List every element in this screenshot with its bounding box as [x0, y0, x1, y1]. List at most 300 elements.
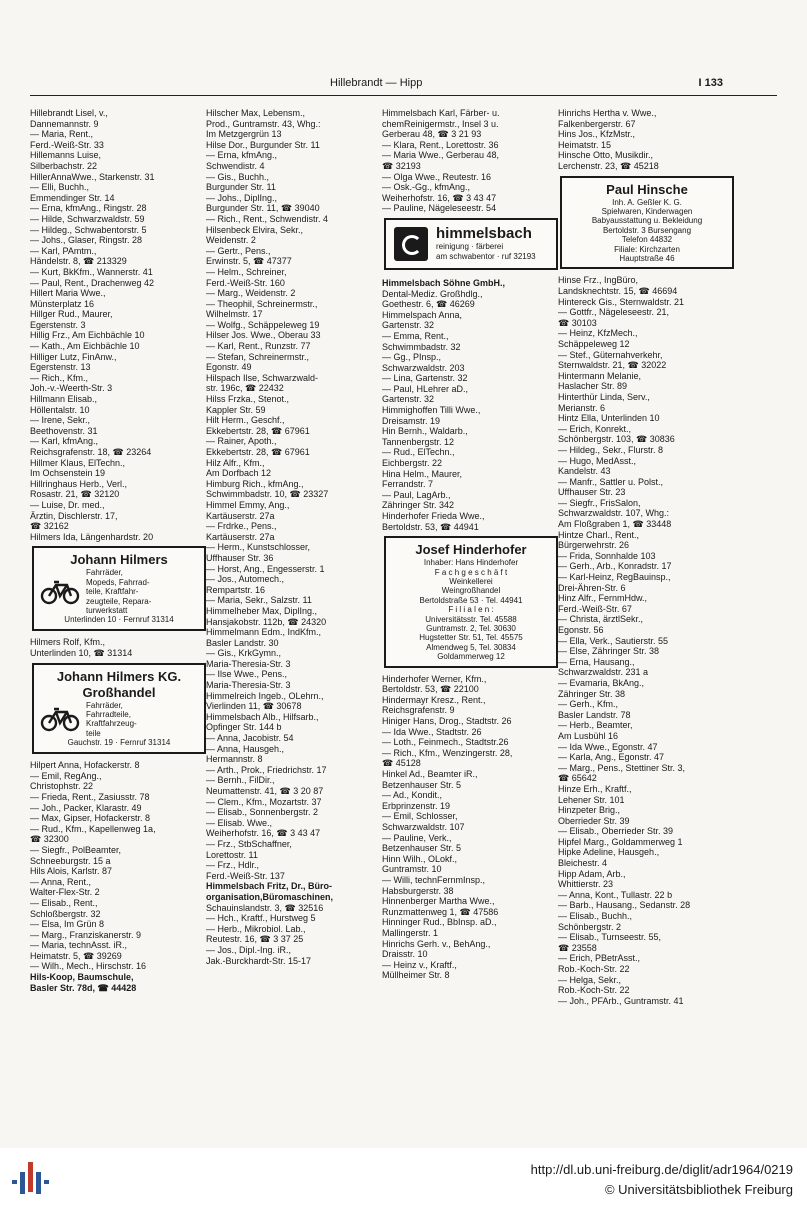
directory-entry: — Max, Gipser, Hofackerstr. 8: [30, 813, 151, 824]
directory-entry: Unterlinden 10, ☎ 31314: [30, 647, 133, 658]
directory-entry: Himburg Rich., kfmAng.,: [206, 478, 304, 489]
directory-entry: Drei-Ähren-Str. 6: [558, 582, 626, 593]
directory-entry: Ekkebertstr. 28, ☎ 67961: [206, 425, 310, 436]
directory-entry: Müllheimer Str. 8: [382, 970, 450, 981]
directory-entry: Heimatstr. 15: [558, 139, 612, 150]
directory-entry: Hilmers Rolf, Kfm.,: [30, 637, 106, 648]
directory-entry: Münsterplatz 16: [30, 298, 95, 309]
directory-entry: Bertoldstr. 53, ☎ 22100: [382, 684, 479, 695]
directory-entry: — Stefan, Schreinermstr.,: [206, 351, 310, 362]
ad-line: Almendweg 5, Tel. 30834: [426, 642, 516, 652]
directory-entry: Im Metzgergrün 13: [206, 129, 282, 140]
directory-entry: Schönbergstr. 103, ☎ 30836: [558, 434, 675, 445]
directory-entry: Christophstr. 22: [30, 781, 94, 792]
directory-entry: Hilspach Ilse, Schwarzwald-: [206, 372, 319, 383]
ad-line: Fahrräder,: [86, 700, 123, 710]
bicycle-icon: [40, 579, 80, 605]
directory-entry: Hermannstr. 8: [206, 754, 263, 765]
directory-entry: Himmelspach Anna,: [382, 309, 463, 320]
directory-entry: Neumattenstr. 41, ☎ 3 20 87: [206, 786, 324, 796]
directory-entry: — Gg., PInsp.,: [382, 352, 442, 363]
directory-entry: Bertoldstr. 53, ☎ 44941: [382, 521, 479, 532]
directory-entry: — Joh., Packer, Klarastr. 49: [30, 802, 142, 813]
directory-entry: Hipp Adam, Arb.,: [558, 868, 626, 879]
directory-entry: — Helga, Sekr.,: [558, 974, 622, 985]
directory-entry: Egerstenstr. 3: [30, 319, 86, 330]
directory-entry: — Elisab., Buchh.,: [558, 911, 633, 922]
directory-entry: — Elli, Buchh.,: [30, 182, 90, 193]
directory-entry: — Elisab., Turnseestr. 55,: [558, 932, 662, 943]
ad-line: Inh. A. Geßler K. G.: [612, 197, 682, 207]
directory-entry: Gartenstr. 32: [382, 394, 435, 405]
directory-entry: Hinrichs Hertha v. Wwe.,: [558, 108, 657, 118]
directory-entry: Hilt Herm., Geschf.,: [206, 415, 285, 426]
directory-entry: — Christa, ärztlSekr.,: [558, 614, 644, 625]
directory-entry: — Evamaria, BkAng.,: [558, 677, 645, 688]
directory-entry: — Klara, Rent., Lorettostr. 36: [382, 139, 499, 150]
directory-entry: Dreisamstr. 19: [382, 415, 441, 426]
directory-entry: Hillig Frz., Am Eichbächle 10: [30, 330, 145, 341]
directory-entry: — Arth., Prok., Friedrichstr. 17: [206, 764, 327, 775]
directory-entry: Himmelreich Ingeb., OLehrn.,: [206, 690, 324, 701]
directory-entry: — Ad., Kondit.,: [382, 790, 443, 801]
directory-entry: Hillert Maria Wwe.,: [30, 288, 106, 299]
directory-entry: — Rud., Kfm., Kapellenweg 1a,: [30, 823, 156, 834]
directory-entry: ☎ 45128: [382, 758, 421, 769]
directory-entry: — Emma, Rent.,: [382, 330, 449, 341]
directory-entry: Hils-Koop, Baumschule,: [30, 972, 134, 983]
directory-entry: Silberbachstr. 22: [30, 160, 98, 171]
directory-entry: Tannenbergstr. 12: [382, 436, 455, 447]
directory-entry: Sternwaldstr. 21, ☎ 32022: [558, 360, 667, 371]
directory-entry: — Erich, PBetrAsst.,: [558, 953, 641, 964]
directory-entry: Hinderhofer Werner, Kfm.,: [382, 673, 487, 684]
directory-entry: — Ida Wwe., Egonstr. 47: [558, 741, 658, 752]
directory-entry: — Maria, technAsst. iR.,: [30, 940, 128, 951]
directory-entry: Hipke Adeline, Hausgeh.,: [558, 847, 660, 858]
directory-entry: Hinz Alfr., FernmHdw.,: [558, 593, 648, 604]
ad-line: am schwabentor · ruf 32193: [436, 251, 536, 261]
directory-entry: Hinterthür Linda, Serv.,: [558, 391, 650, 402]
directory-entry: Hilscher Max, Lebensm.,: [206, 108, 306, 118]
directory-entry: — Elisab. Wwe.,: [206, 817, 273, 828]
directory-entry: Wilhelmstr. 17: [206, 309, 263, 320]
ad-line: F i l i a l e n :: [448, 605, 494, 615]
ad-footer: Unterlinden 10 · Fernruf 31314: [64, 615, 174, 625]
directory-entry: Runzmattenweg 1, ☎ 47586: [382, 906, 499, 917]
directory-entry: Schwarzwaldstr. 107, Whg.:: [558, 508, 670, 519]
directory-entry: Burgunder Str. 11: [206, 182, 276, 193]
directory-entry: Hillger Rud., Maurer,: [30, 309, 113, 320]
directory-entry: — Anna, Jacobistr. 54: [206, 733, 294, 744]
directory-entry: Hiniger Hans, Drog., Stadtstr. 26: [382, 716, 512, 727]
advertisement-hinderhofer: [384, 536, 558, 667]
directory-entry: Himmelmann Edm., IndKfm.,: [206, 627, 322, 638]
directory-entry: — Paul, LagArb.,: [382, 489, 451, 500]
directory-entry: Rob.-Koch-Str. 22: [558, 985, 630, 996]
directory-entry: Weiherhofstr. 16, ☎ 3 43 47: [206, 828, 321, 839]
directory-entry: Hinderhofer Frieda Wwe.,: [382, 511, 485, 521]
directory-entry: — Pauline, Nägeleseestr. 54: [382, 203, 497, 214]
ad-line: Fahrradteile,: [86, 709, 131, 719]
directory-entry: Dental-Mediz. Großhdlg.,: [382, 288, 483, 299]
directory-entry: Hinrichs Gerh. v., BehAng.,: [382, 938, 491, 949]
ad-title: Johann Hilmers KG.: [56, 668, 182, 684]
directory-entry: Emmendinger Str. 14: [30, 192, 115, 203]
ad-line: Mopeds, Fahrrad-: [86, 577, 150, 587]
directory-entry: — Siegfr., PolBeamter,: [30, 844, 122, 855]
directory-entry: Hinnenberger Martha Wwe.,: [382, 896, 495, 907]
directory-entry: — Frida, Sonnhalde 103: [558, 550, 656, 561]
directory-entry: — Rud., ElTechn.,: [382, 447, 455, 458]
ad-line: Weinkellerei: [449, 577, 493, 586]
directory-entry: Schäppeleweg 12: [558, 338, 630, 349]
directory-entry: ☎ 32162: [30, 521, 69, 532]
directory-entry: Hilz Alfr., Kfm.,: [206, 457, 265, 468]
ub-freiburg-logo: [12, 1160, 52, 1201]
directory-entry: — Olga Wwe., Reutestr. 16: [382, 171, 492, 182]
directory-entry: Schauinslandstr. 3, ☎ 32516: [206, 902, 324, 913]
directory-entry: Himmelsbach Fritz, Dr., Büro-: [206, 881, 333, 892]
directory-entry: Opfinger Str. 144 b: [206, 722, 282, 733]
ad-line: Fahrräder,: [86, 568, 123, 578]
directory-entry: Mallingerstr. 1: [382, 927, 439, 938]
ad-line: zeugteile, Repara-: [86, 596, 152, 606]
directory-entry: Uffhauser Str. 23: [558, 487, 626, 498]
ad-body: [40, 701, 198, 739]
directory-entry: Reichsgrafenstr. 9: [382, 705, 455, 716]
directory-entry: — Frieda, Rent., Zasiusstr. 78: [30, 791, 150, 802]
directory-entry: Ärztin, Dischlerstr. 17,: [30, 510, 118, 521]
directory-entry: Hinsche Otto, Musikdir.,: [558, 150, 654, 161]
directory-entry: Habsburgerstr. 38: [382, 885, 454, 896]
directory-entry: Himmel Emmy, Ang.,: [206, 499, 290, 510]
ad-line: Weingroßhandel: [441, 586, 501, 596]
directory-entry: — Gertr., Pens.,: [206, 245, 271, 256]
directory-entry: — Hildeg., Schwabentorstr. 5: [30, 224, 147, 235]
directory-entry: — Karl, Rent., Runzstr. 77: [206, 341, 311, 352]
page-number: I 133: [698, 77, 723, 89]
directory-entry: organisation,Büromaschinen,: [206, 891, 334, 902]
directory-entry: Lorettostr. 11: [206, 849, 258, 860]
directory-entry: — Stef., Güternahverkehr,: [558, 349, 663, 360]
directory-entry: Kartäuserstr. 27a: [206, 510, 275, 521]
directory-entry: — Lina, Gartenstr. 32: [382, 373, 468, 384]
directory-entry: Bleichestr. 4: [558, 858, 608, 869]
header-rule: [30, 95, 777, 96]
directory-entry: Goethestr. 6, ☎ 46269: [382, 299, 475, 310]
ad-lines: [86, 568, 151, 615]
directory-entry: Basler Landstr. 78: [558, 709, 631, 720]
ad-title: himmelsbach: [436, 224, 532, 242]
directory-entry: Egonstr. 49: [206, 362, 252, 373]
bicycle-icon: [40, 706, 80, 732]
directory-entry: Vierlinden 11, ☎ 30678: [206, 701, 302, 712]
directory-entry: Am Lusbühl 16: [558, 730, 619, 741]
directory-entry: Gerberau 48, ☎ 3 21 93: [382, 129, 482, 140]
ad-title: Paul Hinsche: [606, 181, 688, 197]
directory-entry: ☎ 65642: [558, 773, 597, 784]
ad-title: Josef Hinderhofer: [415, 542, 527, 558]
directory-entry: Am Dorfbach 12: [206, 468, 272, 479]
ad-lines: [86, 701, 137, 739]
directory-entry: — Hildeg., Sekr., Flurstr. 8: [558, 444, 664, 455]
directory-entry: Hintz Ella, Unterlinden 10: [558, 413, 660, 424]
ad-line: Inhaber: Hans Hinderhofer: [423, 558, 519, 568]
directory-entry: Hin Bernh., Waldarb.,: [382, 426, 468, 437]
directory-entry: — Siegfr., FrisSalon,: [558, 497, 641, 508]
directory-entry: — Heinz, KfzMech.,: [558, 328, 638, 339]
directory-entry: Draisstr. 10: [382, 949, 428, 960]
directory-entry: — Rainer, Apoth.,: [206, 436, 277, 447]
directory-entry: — Theophil, Schreinermstr.,: [206, 298, 318, 309]
running-head: [0, 77, 807, 95]
column-4: [558, 108, 736, 1108]
directory-entry: — Marg., Pens., Stettiner Str. 3,: [558, 762, 686, 773]
directory-entry: Betzenhauser Str. 5: [382, 779, 462, 790]
directory-entry: — Elsa, Im Grün 8: [30, 919, 105, 930]
directory-entry: — Maria Wwe., Gerberau 48,: [382, 150, 500, 161]
ad-line: Telefon 44832: [621, 235, 673, 245]
directory-entry: — Anna, Kont., Tullastr. 22 b: [558, 889, 673, 900]
directory-entry: — Paul, HLehrer aD.,: [382, 383, 469, 394]
directory-entry: Händelstr. 8, ☎ 213329: [30, 256, 127, 267]
directory-entry: — Helm., Schreiner,: [206, 266, 287, 277]
ad-line: teile: [86, 728, 101, 738]
directory-entry: — Gottfr., Nägeleseestr. 21,: [558, 307, 670, 318]
directory-entry: — Ilse Wwe., Pens.,: [206, 669, 288, 680]
column-2: [206, 108, 384, 1108]
directory-entry: — Loth., Feinmech., Stadtstr.26: [382, 737, 509, 748]
directory-entry: — Kath., Am Eichbächle 10: [30, 341, 140, 352]
directory-entry: ☎ 32193: [382, 160, 421, 171]
directory-entry: — Karla, Ang., Egonstr. 47: [558, 752, 665, 763]
directory-entry: — Erna, kfmAng.,: [206, 150, 278, 161]
ad-line: F a c h g e s c h ä f t: [434, 567, 508, 577]
directory-entry: Hinse Frz., IngBüro,: [558, 275, 639, 286]
directory-entry: — Marg., Weidenstr. 2: [206, 288, 296, 299]
column-1: [30, 108, 208, 1108]
directory-entry: Ekkebertstr. 28, ☎ 67961: [206, 447, 310, 457]
directory-entry: — Kurt, BkKfm., Wannerstr. 41: [30, 266, 153, 277]
advertisement-hilmers2: [32, 663, 206, 755]
directory-entry: — Jos., Automech.,: [206, 574, 285, 585]
directory-entry: — Ida Wwe., Stadtstr. 26: [382, 726, 482, 737]
directory-entry: Betzenhauser Str. 5: [382, 843, 462, 854]
directory-entry: Hinze Erh., Kraftf.,: [558, 783, 632, 794]
directory-entry: — Jos., Dipl.-Ing. iR.,: [206, 944, 292, 955]
directory-entry: Weidenstr. 2: [206, 235, 256, 246]
directory-entry: Kandelstr. 43: [558, 466, 611, 477]
copyright-notice: © Universitätsbibliothek Freiburg: [604, 1182, 793, 1197]
directory-entry: Bürgerwehrstr. 26: [558, 540, 630, 551]
directory-entry: Höllentalstr. 10: [30, 404, 90, 415]
directory-entry: — Herb., Mikrobiol. Lab.,: [206, 923, 306, 934]
directory-entry: Hinzpeter Brig.,: [558, 805, 621, 816]
directory-entry: Im Ochsenstein 19: [30, 468, 106, 479]
directory-entry: — Rich., Rent., Schwendistr. 4: [206, 213, 329, 224]
directory-entry: — Frdrke., Pens.,: [206, 521, 277, 532]
directory-entry: — Hch., Kraftf., Hurstweg 5: [206, 913, 316, 924]
directory-entry: Rosastr. 21, ☎ 32120: [30, 489, 120, 500]
advertisement-hilmers1: [32, 546, 206, 631]
directory-entry: Heimatstr. 5, ☎ 39269: [30, 950, 122, 961]
directory-entry: Hansjakobstr. 112b, ☎ 24320: [206, 616, 327, 627]
directory-entry: — Clem., Kfm., Mozartstr. 37: [206, 796, 322, 807]
directory-entry: HillerAnnaWwe., Starkenstr. 31: [30, 171, 155, 182]
directory-entry: — Gis., Buchh.,: [206, 171, 270, 182]
directory-entry: Schwarzwaldstr. 231 a: [558, 667, 649, 678]
directory-entry: Hilliger Lutz, FinAnw.,: [30, 351, 117, 362]
page-title: Hillebrandt — Hipp: [330, 77, 423, 89]
directory-entry: Himmelsbach Alb., Hilfsarb.,: [206, 711, 319, 722]
directory-entry: Jak.-Burckhardt-Str. 15-17: [206, 955, 312, 966]
directory-entry: Basler Str. 78d, ☎ 44428: [30, 982, 137, 993]
directory-entry: Dannemannstr. 9: [30, 118, 99, 129]
directory-entry: Schloßbergstr. 32: [30, 908, 101, 919]
ad-line: Goldammerweg 12: [437, 652, 505, 662]
ad-footer: Gauchstr. 19 · Fernruf 31314: [67, 738, 171, 748]
ad-text: [436, 226, 536, 262]
directory-entry: — Paul, Rent., Drachenweg 42: [30, 277, 155, 288]
column-3: [382, 108, 560, 1108]
directory-entry: Himmelsbach Karl, Färber- u.: [382, 108, 500, 118]
directory-entry: Hina Helm., Maurer,: [382, 468, 463, 479]
directory-entry: — Elisab., Rent.,: [30, 897, 98, 908]
directory-entry: Kartäuserstr. 27a: [206, 531, 275, 542]
ad-body: [40, 568, 198, 615]
directory-entry: ☎ 30103: [558, 317, 597, 328]
directory-entry: Himmelsbach Söhne GmbH.,: [382, 277, 506, 288]
ad-title: Johann Hilmers: [70, 552, 168, 568]
ad-line: Guntramstr. 2, Tel. 30630: [426, 624, 516, 634]
directory-entry: Hindermayr Kresz., Rent.,: [382, 694, 486, 705]
directory-entry: — Rich., Kfm.,: [30, 372, 89, 383]
ad-line: Universitätsstr. Tel. 45588: [425, 614, 517, 624]
directory-entry: — Joh., PFArb., Guntramstr. 41: [558, 995, 684, 1006]
directory-entry: Schwimmbadstr. 32: [382, 341, 461, 352]
ad-subtitle: Großhandel: [82, 684, 156, 700]
directory-entry: Hillemanns Luise,: [30, 150, 102, 161]
himmelsbach-logo-icon: [394, 227, 428, 261]
directory-entry: Gartenstr. 32: [382, 320, 435, 331]
directory-entry: Kappler Str. 59: [206, 404, 266, 415]
directory-entry: — Erich, Konrekt.,: [558, 423, 632, 434]
directory-entry: — Heinz v., Kraftf.,: [382, 959, 457, 970]
directory-entry: — Emil, Schlosser,: [382, 811, 458, 822]
directory-entry: Whittierstr. 23: [558, 879, 614, 890]
directory-entry: Joh.-v.-Weerth-Str. 3: [30, 383, 113, 394]
ad-line: Bertoldstraße 53 · Tel. 44941: [419, 595, 523, 605]
directory-entry: — Frz., Hdlr.,: [206, 860, 260, 871]
directory-entry: Hinkel Ad., Beamter iR.,: [382, 769, 478, 779]
directory-entry: — Karl, kfmAng.,: [30, 436, 99, 447]
directory-entry: Hillebrandt Lisel, v.,: [30, 108, 108, 118]
directory-entry: Hilss Frzka., Stenot.,: [206, 394, 290, 405]
directory-entry: Rempartstr. 16: [206, 584, 266, 595]
directory-entry: Weiherhofstr. 16, ☎ 3 43 47: [382, 192, 497, 203]
directory-entry: Schönbergstr. 2: [558, 921, 622, 932]
directory-entry: Hillmann Elisab.,: [30, 394, 98, 405]
directory-entry: — Anna, Hausgeh.,: [206, 743, 285, 754]
directory-entry: Schwarzwaldstr. 203: [382, 362, 465, 373]
directory-entry: Basler Landstr. 30: [206, 637, 279, 648]
directory-entry: — Wilh., Mech., Hirschstr. 16: [30, 961, 147, 972]
directory-entry: — Irene, Sekr.,: [30, 415, 91, 426]
directory-entry: — Else, Zähringer Str. 38: [558, 646, 660, 657]
ad-line: Filiale: Kirchzarten: [614, 244, 680, 254]
directory-entry: — Anna, Rent.,: [30, 876, 92, 887]
directory-entry: Reichsgrafenstr. 18, ☎ 23264: [30, 447, 152, 457]
directory-entry: — Johs., DiplIng.,: [206, 192, 278, 203]
directory-entry: Ferd.-Weiß-Str. 33: [30, 139, 104, 150]
directory-entry: Erbprinzenstr. 19: [382, 800, 451, 811]
ad-line: turwerkstatt: [86, 605, 128, 615]
directory-entry: Haslacher Str. 89: [558, 381, 628, 392]
directory-entry: Hilser Jos. Wwe., Oberau 33: [206, 330, 321, 341]
directory-entry: — Maria, Sekr., Salzstr. 11: [206, 595, 312, 606]
ad-line: Hauptstraße 46: [619, 254, 675, 263]
directory-entry: Oberrieder Str. 39: [558, 815, 630, 826]
directory-entry: — Rich., Kfm., Wenzingerstr. 28,: [382, 747, 513, 758]
directory-entry: — Erna, kfmAng., Ringstr. 28: [30, 203, 147, 214]
directory-entry: Himmighoffen Tilli Wwe.,: [382, 405, 481, 416]
ad-line: Hugstetter Str. 51, Tel. 45575: [419, 633, 523, 643]
directory-entry: chemReinigermstr., Insel 3 u.: [382, 118, 499, 129]
directory-entry: Ferrandstr. 7: [382, 479, 434, 490]
advertisement-himmelsbach: [384, 218, 558, 270]
ad-line: Kraftfahrzeug-: [86, 719, 137, 729]
directory-entry: Maria-Theresia-Str. 3: [206, 680, 291, 691]
directory-entry: — Gis., KrkGymn.,: [206, 648, 282, 659]
directory-entry: Rob.-Koch-Str. 22: [558, 964, 630, 974]
directory-entry: — Barb., Hausang., Sedanstr. 28: [558, 900, 691, 911]
directory-entry: Hilsenbeck Elvira, Sekr.,: [206, 224, 304, 235]
directory-entry: — Johs., Glaser, Ringstr. 28: [30, 235, 143, 246]
directory-entry: Maria-Theresia-Str. 3: [206, 658, 291, 669]
directory-entry: — Gerh., Kfm.,: [558, 699, 619, 710]
directory-entry: Himmelheber Max, DiplIng.,: [206, 605, 318, 616]
directory-entry: Merianstr. 6: [558, 402, 606, 413]
directory-entry: — Horst, Ang., Engesserstr. 1: [206, 563, 325, 574]
directory-entry: — Manfr., Sattler u. Polst.,: [558, 476, 664, 487]
directory-entry: Falkenbergerstr. 67: [558, 118, 636, 129]
directory-entry: str. 196c, ☎ 22432: [206, 383, 284, 394]
directory-entry: Hintze Charl., Rent.,: [558, 529, 640, 540]
directory-entry: — Elisab., Sonnenbergstr. 2: [206, 807, 319, 818]
directory-entry: Lehener Str. 101: [558, 794, 625, 805]
directory-entry: — Marg., Franziskanerstr. 9: [30, 929, 142, 940]
directory-entry: — Wolfg., Schäppeleweg 19: [206, 319, 320, 330]
directory-entry: — Karl, PAmtm.,: [30, 245, 97, 256]
directory-entry: Landsknechtstr. 15, ☎ 46694: [558, 286, 678, 296]
directory-entry: Ferd.-Weiß-Str. 67: [558, 603, 632, 614]
viewer-footer: [0, 1148, 807, 1207]
directory-entry: Hintermann Melanie,: [558, 370, 642, 381]
permalink-url[interactable]: http://dl.ub.uni-freiburg.de/diglit/adr1964/0219: [530, 1162, 793, 1177]
directory-entry: — Maria, Rent.,: [30, 129, 94, 140]
directory-entry: Zähringer Str. 38: [558, 688, 626, 699]
directory-entry: — Osk.-Gg., kfmAng.,: [382, 182, 471, 193]
directory-entry: — Gerh., Arb., Konradstr. 17: [558, 561, 672, 572]
directory-entry: Beethovenstr. 31: [30, 425, 98, 436]
directory-entry: ☎ 23558: [558, 942, 597, 953]
directory-entry: Hilmers Ida, Längenhardstr. 20: [30, 531, 154, 542]
directory-entry: Hintereck Gis., Sternwaldstr. 21: [558, 296, 685, 307]
directory-entry: Hinn Wilh., OLokf.,: [382, 853, 458, 864]
ad-line: Bertoldstr. 3 Bursengang: [602, 225, 692, 235]
directory-entry: — Herm., Kunstschlosser,: [206, 542, 311, 553]
